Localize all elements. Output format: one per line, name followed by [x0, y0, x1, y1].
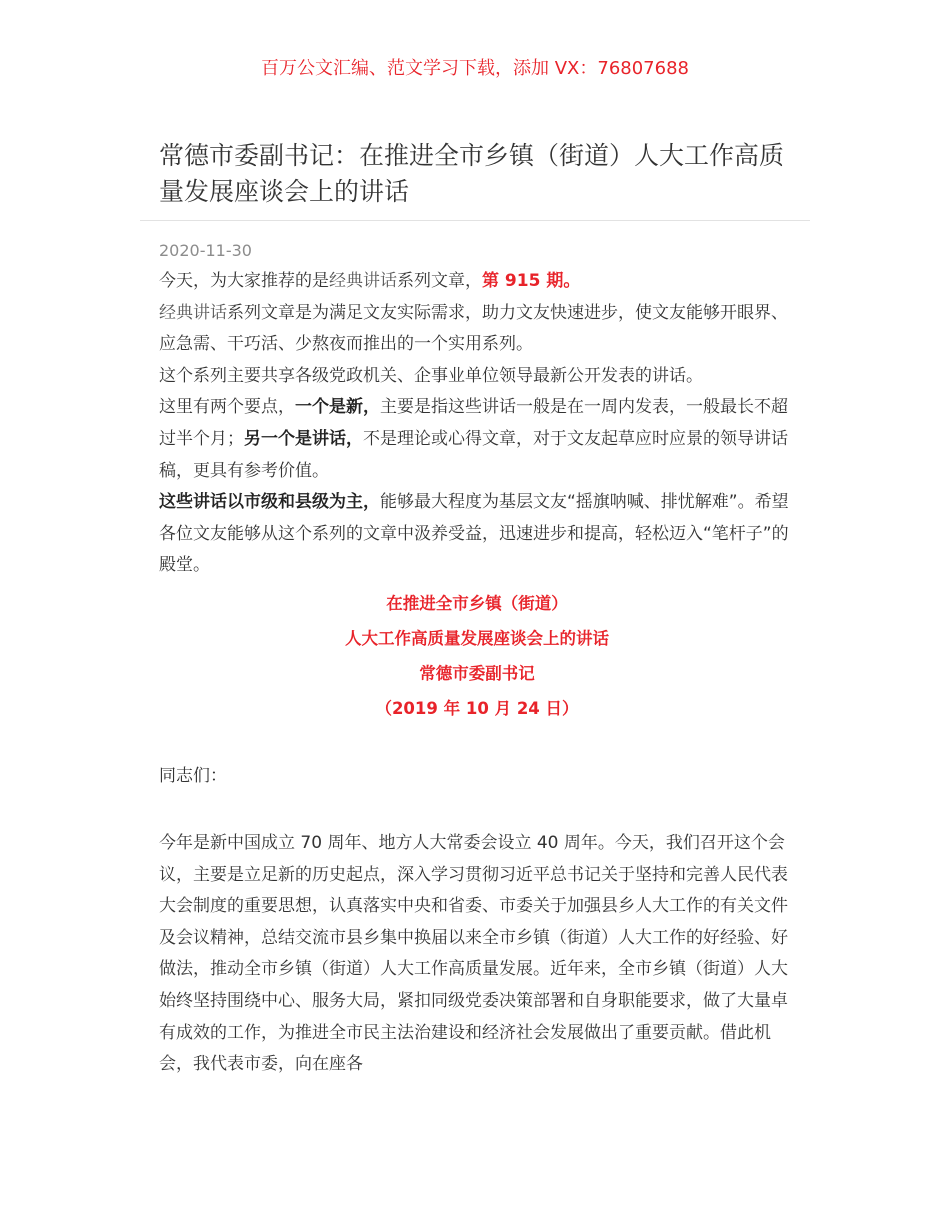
intro-paragraph-4 — [159, 392, 795, 487]
series-name: 经典讲话 — [329, 271, 397, 291]
publish-date: 2020-11-30 — [159, 241, 252, 260]
body-paragraph-1: 今年是新中国成立 70 周年、地方人大常委会设立 40 周年。今天，我们召开这个会议，主要是立足新的历史起点，深入学习贯彻习近平总书记关于坚持和完善人民代表大会制度的重要思想，认真落实中央和省委、市委关于加强县乡人大工作的有关文件及会议精神，总结交流市县乡集中换届以来全市乡镇（街道）人大工作的好经验、好做法，推动全市乡镇（街道）人大工作高质量发展。近年来，全市乡镇（街道）人大始终坚持围绕中心、服务大局，紧扣同级党委决策部署和自身职能要求，做了大量卓有成效的工作，为推进全市民主法治建设和经济社会发展做出了重要贡献。借此机会，我代表市委，向在座各 — [159, 833, 788, 1075]
intro-text: 系列文章， — [397, 271, 482, 291]
intro-text: 这里有两个要点， — [159, 397, 295, 418]
promo-banner: 百万公文汇编、范文学习下载，添加 VX：76807688 — [261, 58, 689, 79]
speech-heading — [159, 586, 795, 726]
intro-line-1 — [159, 266, 795, 298]
speaker-title: 常德市委副书记 — [419, 664, 535, 683]
salutation: 同志们： — [159, 766, 227, 786]
speech-heading-line-2: 人大工作高质量发展座谈会上的讲话 — [345, 629, 609, 648]
bold-point: 一个是新， — [295, 397, 380, 418]
series-name: 经典讲话 — [159, 302, 227, 323]
title-divider — [140, 220, 810, 221]
bold-point: 另一个是讲话， — [244, 428, 363, 449]
intro-paragraph-3: 这个系列主要共享各级党政机关、企事业单位领导最新公开发表的讲话。 — [159, 365, 703, 386]
intro-text: 不是理论或心得文章，对于文友起草应时应景的领导讲话稿，更具有参考价值。 — [159, 428, 788, 481]
speech-heading-line-1: 在推进全市乡镇（街道） — [386, 594, 568, 613]
bold-point: 这些讲话以市级和县级为主， — [159, 492, 380, 513]
speech-date: （2019 年 10 月 24 日） — [375, 699, 579, 718]
intro-paragraph-2 — [159, 298, 795, 361]
intro-text: 主要是指这些讲话一般是在一周内发表，一般最长不超过半个月； — [159, 397, 788, 449]
intro-section — [159, 266, 795, 582]
intro-text: 今天，为大家推荐的是 — [159, 271, 329, 291]
intro-text: 系列文章是为满足文友实际需求，助力文友快速进步，使文友能够开眼界、应急需、干巧活、少熬夜而推出的一个实用系列。 — [159, 302, 788, 355]
article-title: 常德市委副书记：在推进全市乡镇（街道）人大工作高质量发展座谈会上的讲话 — [159, 141, 785, 206]
issue-number: 第 915 期。 — [482, 271, 581, 291]
intro-text: 能够最大程度为基层文友“摇旗呐喊、排忧解难”。希望各位文友能够从这个系列的文章中汲养受益，迅速进步和提高，轻松迈入“笔杆子”的殿堂。 — [159, 492, 789, 576]
intro-paragraph-5 — [159, 487, 795, 582]
